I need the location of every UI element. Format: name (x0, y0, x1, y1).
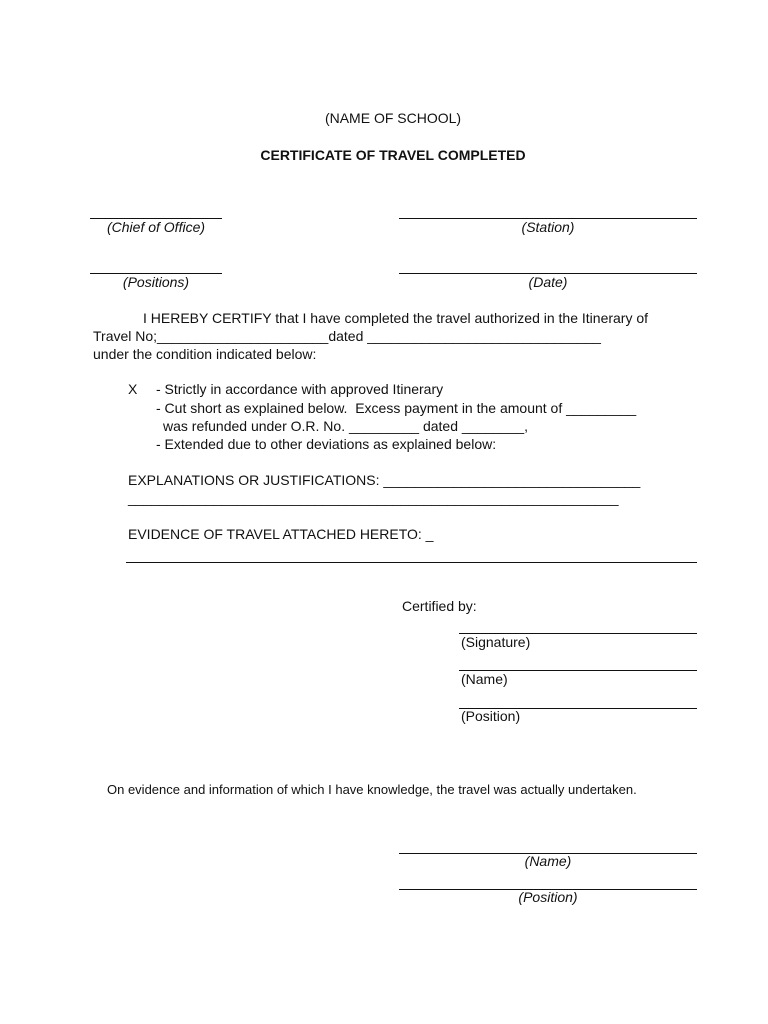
evidence-line (126, 562, 697, 563)
date-label: (Date) (528, 274, 568, 290)
attester-name-label: (Name) (524, 853, 572, 869)
certify-line-3: under the condition indicated below: (93, 346, 317, 362)
certifier-position-label: (Position) (461, 708, 521, 724)
certify-line-2: Travel No;______________________dated ______________________________ (93, 328, 601, 344)
document-title: CERTIFICATE OF TRAVEL COMPLETED (260, 147, 526, 163)
condition-check-mark: X (128, 381, 138, 397)
signature-label: (Signature) (461, 634, 531, 650)
explanations-label: EXPLANATIONS OR JUSTIFICATIONS: _________________________________ (128, 472, 641, 488)
condition-strictly: - Strictly in accordance with approved Itinerary (156, 381, 444, 397)
school-name: (NAME OF SCHOOL) (324, 110, 462, 126)
certifier-name-label: (Name) (461, 671, 508, 687)
condition-extended: - Extended due to other deviations as explained below: (156, 436, 497, 452)
condition-cut-short: - Cut short as explained below. Excess payment in the amount of _________ (156, 400, 637, 416)
evidence-label: EVIDENCE OF TRAVEL ATTACHED HERETO: _ (128, 526, 434, 542)
certified-by-label: Certified by: (402, 598, 477, 614)
positions-label: (Positions) (122, 274, 190, 290)
attester-position-label: (Position) (518, 889, 578, 905)
station-label: (Station) (521, 219, 575, 235)
explanations-line-2: _______________________________________________________________ (128, 490, 619, 506)
certify-line-1: I HEREBY CERTIFY that I have completed the travel authorized in the Itinerary of (143, 310, 649, 326)
attestation-text: On evidence and information of which I have knowledge, the travel was actually undertaken. (107, 782, 637, 797)
condition-cut-short-refund: was refunded under O.R. No. _________ dated ________, (163, 418, 529, 434)
chief-of-office-label: (Chief of Office) (106, 219, 206, 235)
